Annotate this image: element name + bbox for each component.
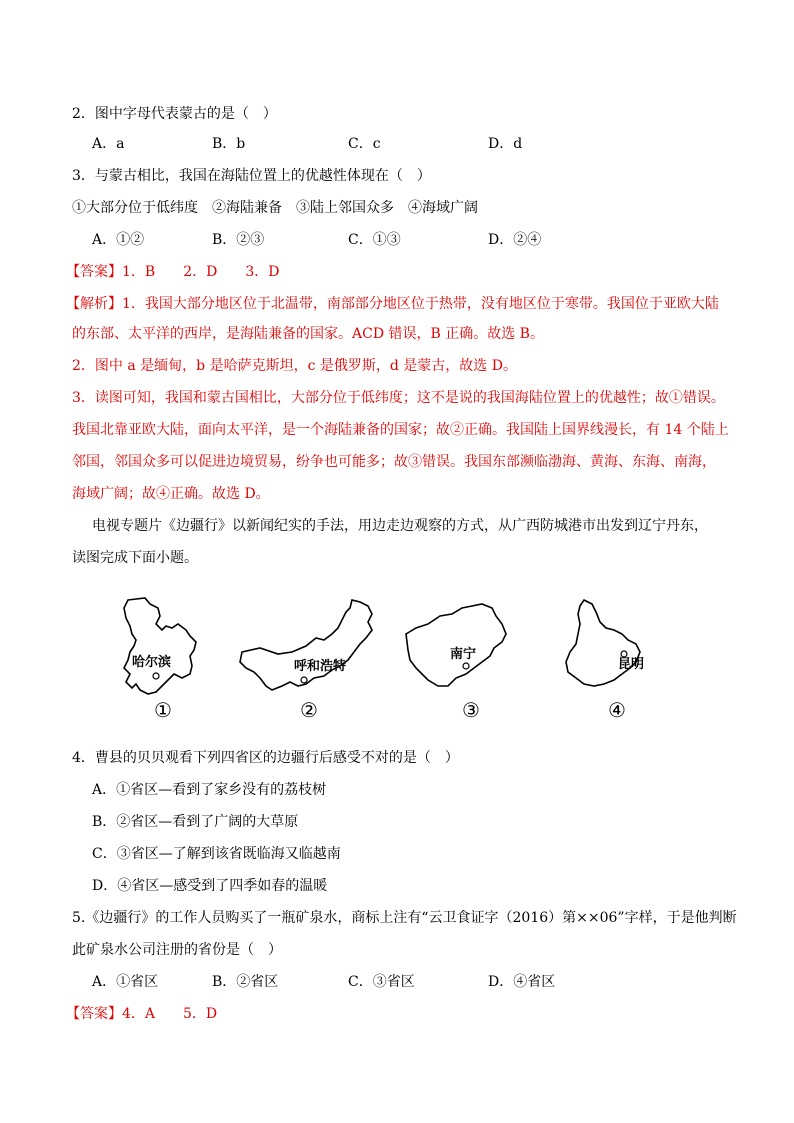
q3-option-d: D．②④ xyxy=(488,232,542,248)
map-number-2: ② xyxy=(300,698,318,722)
answer-text: 4．A 5．D xyxy=(122,1006,218,1022)
province-maps-figure xyxy=(110,590,700,730)
q5-option-a: A．①省区 xyxy=(92,974,159,990)
province-map-4 xyxy=(566,600,640,686)
analysis-line-5: 我国北靠亚欧大陆，面向太平洋，是一个海陆兼备的国家；故②正确。我国陆上国界线漫长，有 14 个陆上 xyxy=(72,422,729,438)
analysis-text: 1．我国大部分地区位于北温带，南部部分地区位于热带，没有地区位于寒带。我国位于亚欧大陆 xyxy=(122,296,719,312)
city-label-1: 哈尔滨 xyxy=(132,655,172,670)
question-3-choices: ①大部分位于低纬度 ②海陆兼备 ③陆上邻国众多 ④海域广阔 xyxy=(72,200,478,216)
q2-option-b: B．b xyxy=(212,136,246,152)
q4-option-c: C．③省区—了解到该省既临海又临越南 xyxy=(92,846,341,862)
q4-option-a: A．①省区—看到了家乡没有的荔枝树 xyxy=(92,782,327,798)
answer-block-1 xyxy=(66,262,279,282)
analysis-tag: 【解析】 xyxy=(66,296,122,312)
intro-line-2: 读图完成下面小题。 xyxy=(72,550,198,566)
map-number-4: ④ xyxy=(608,698,626,722)
province-map-3 xyxy=(406,604,506,686)
city-label-3: 南宁 xyxy=(450,647,477,662)
analysis-line-3: 2．图中 a 是缅甸，b 是哈萨克斯坦，c 是俄罗斯，d 是蒙古，故选 D。 xyxy=(72,358,517,374)
question-4-stem: 4．曹县的贝贝观看下列四省区的边疆行后感受不对的是（ ） xyxy=(72,750,459,766)
map-number-3: ③ xyxy=(462,698,480,722)
answer-tag: 【答案】 xyxy=(66,264,122,280)
q3-option-b: B．②③ xyxy=(212,232,265,248)
q2-option-c: C．c xyxy=(348,136,381,152)
city-label-4: 昆明 xyxy=(618,657,645,672)
q2-option-d: D．d xyxy=(488,136,523,152)
analysis-line-4: 3．读图可知，我国和蒙古国相比，大部分位于低纬度；这不是说的我国海陆位置上的优越性；故①错误。 xyxy=(72,390,725,406)
q3-option-a: A．①② xyxy=(92,232,145,248)
q2-option-a: A．a xyxy=(92,136,125,152)
analysis-line-2: 的东部、太平洋的西岸，是海陆兼备的国家。ACD 错误，B 正确。故选 B。 xyxy=(72,326,544,342)
q4-option-d: D．④省区—感受到了四季如春的温暖 xyxy=(92,878,328,894)
answer-text: 1．B 2．D 3．D xyxy=(122,264,280,280)
q5-option-d: D．④省区 xyxy=(488,974,556,990)
q4-option-b: B．②省区—看到了广阔的大草原 xyxy=(92,814,299,830)
answer-block-2 xyxy=(66,1004,217,1024)
q5-option-b: B．②省区 xyxy=(212,974,279,990)
map-number-1: ① xyxy=(154,698,172,722)
question-2-stem: 2．图中字母代表蒙古的是（ ） xyxy=(72,106,277,122)
province-map-1 xyxy=(124,598,196,694)
q5-option-c: C．③省区 xyxy=(348,974,415,990)
province-map-2 xyxy=(240,600,372,690)
q3-option-c: C．①③ xyxy=(348,232,401,248)
question-5-stem-line-1: 5.《边疆行》的工作人员购买了一瓶矿泉水，商标上注有“云卫食证字（2016）第××06”字样，于是他判断 xyxy=(72,910,737,926)
question-3-stem: 3．与蒙古相比，我国在海陆位置上的优越性体现在（ ） xyxy=(72,168,431,184)
analysis-line-1 xyxy=(66,294,719,314)
analysis-line-6: 邻国，邻国众多可以促进边境贸易，纷争也可能多；故③错误。我国东部濒临渤海、黄海、东海、南海， xyxy=(72,454,716,470)
analysis-line-7: 海域广阔；故④正确。故选 D。 xyxy=(72,486,270,502)
question-5-stem-line-2: 此矿泉水公司注册的省份是（ ） xyxy=(72,942,282,958)
intro-line-1: 电视专题片《边疆行》以新闻纪实的手法，用边走边观察的方式，从广西防城港市出发到辽宁丹东， xyxy=(92,518,708,534)
answer-tag: 【答案】 xyxy=(66,1006,122,1022)
city-label-2: 呼和浩特 xyxy=(294,659,347,674)
